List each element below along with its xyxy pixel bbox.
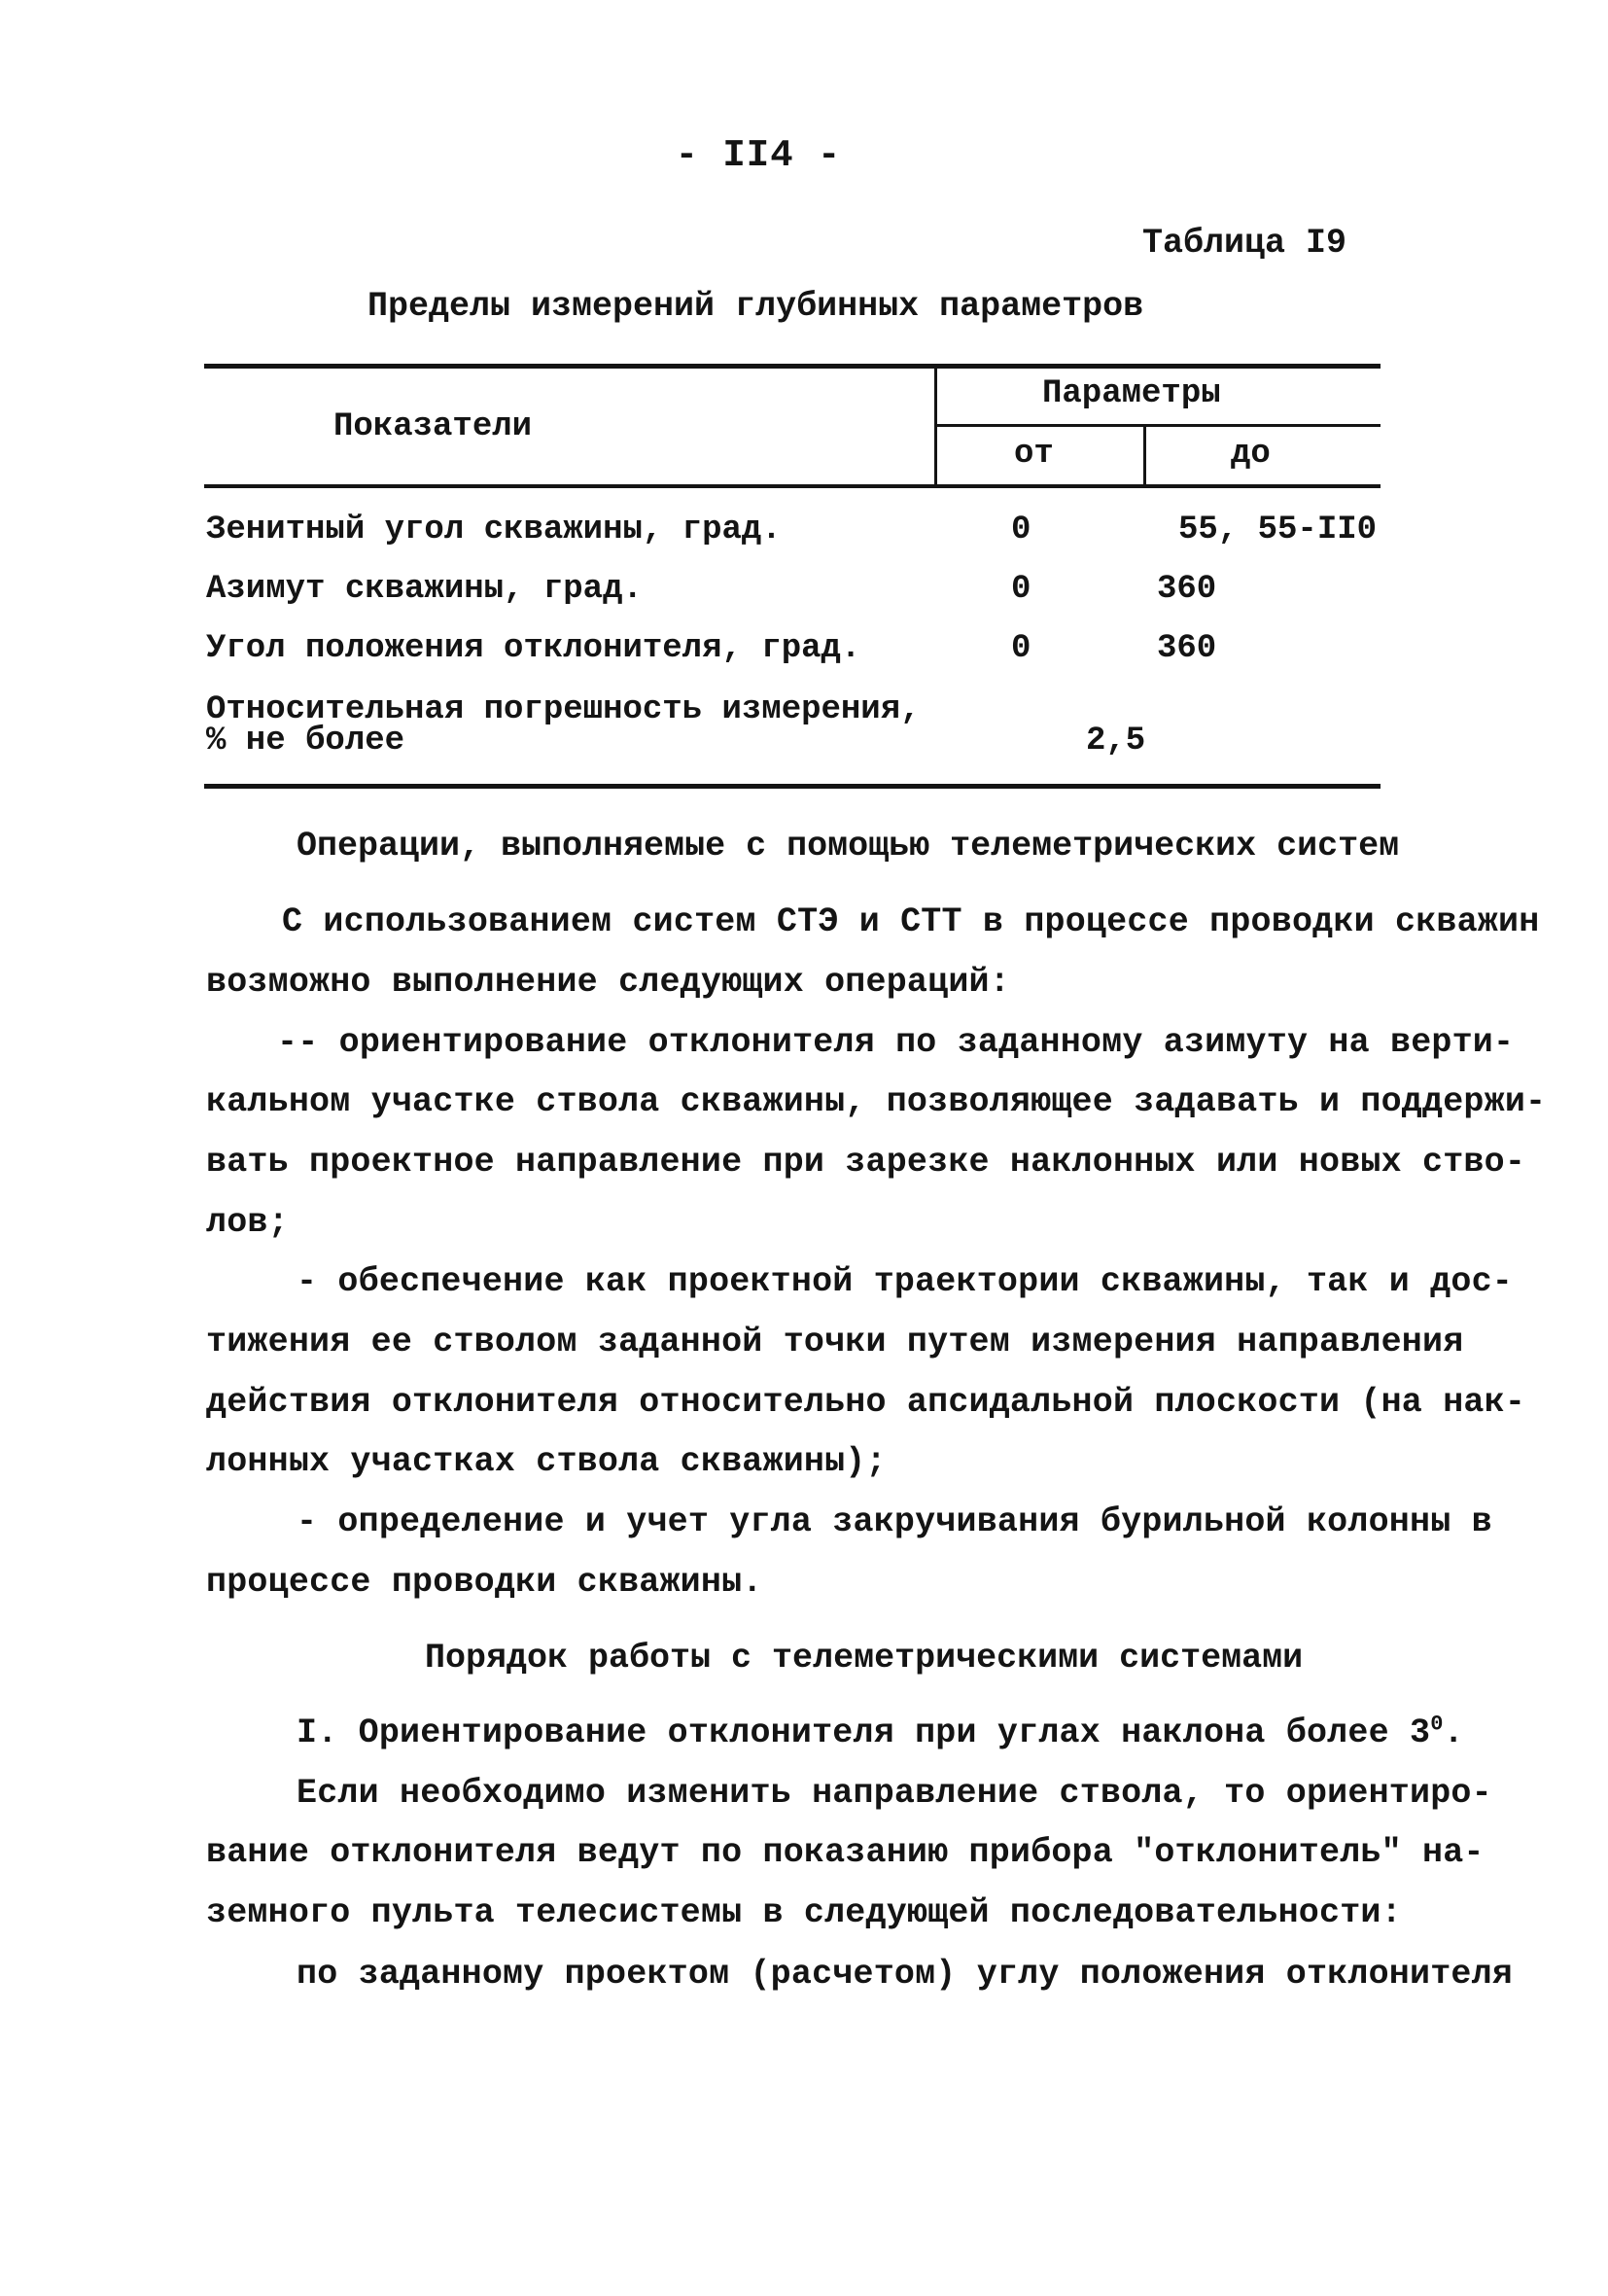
paragraph-line: - определение и учет угла закручивания бурильной колонны в bbox=[297, 1502, 1492, 1541]
row-zenith-label: Зенитный угол скважины, град. bbox=[206, 512, 782, 548]
section-heading-operations: Операции, выполняемые с помощью телеметрических систем bbox=[297, 827, 1400, 865]
header-indicators: Показатели bbox=[333, 408, 533, 445]
paragraph-line: вание отклонителя ведут по показанию прибора "отклонитель" на- bbox=[206, 1833, 1485, 1872]
table-subheader-rule bbox=[935, 424, 1381, 427]
paragraph-line: вать проектное направление при зарезке наклонных или новых ство- bbox=[206, 1143, 1526, 1182]
paragraph-line: действия отклонителя относительно апсидальной плоскости (на нак- bbox=[206, 1383, 1526, 1422]
numbered-item-1-end: . bbox=[1443, 1713, 1464, 1752]
paragraph-line: -- ориентирование отклонителя по заданному азимуту на верти- bbox=[277, 1023, 1515, 1062]
table-header-divider-vertical bbox=[934, 368, 937, 486]
row-error-value: 2,5 bbox=[1086, 723, 1146, 759]
paragraph-line: процессе проводки скважины. bbox=[206, 1563, 763, 1602]
row-azimuth-from: 0 bbox=[1011, 571, 1031, 608]
numbered-item-1 bbox=[297, 1713, 1464, 1752]
paragraph-line: С использованием систем СТЭ и СТТ в процессе проводки скважин bbox=[282, 902, 1540, 941]
table-caption: Пределы измерений глубинных параметров bbox=[367, 287, 1144, 326]
page-number: - II4 - bbox=[675, 134, 842, 177]
paragraph-line: Если необходимо изменить направление ствола, то ориентиро- bbox=[297, 1774, 1492, 1813]
paragraph-line: - обеспечение как проектной траектории скважины, так и дос- bbox=[297, 1262, 1514, 1301]
table-top-rule bbox=[204, 364, 1381, 369]
row-error-label-line2: % не более bbox=[206, 723, 405, 759]
row-deflector-angle-label: Угол положения отклонителя, град. bbox=[206, 630, 861, 667]
paragraph-line: кальном участке ствола скважины, позволяющее задавать и поддержи- bbox=[206, 1082, 1547, 1121]
row-error-label-line1: Относительная погрешность измерения, bbox=[206, 691, 921, 728]
table-subheader-divider-vertical bbox=[1143, 425, 1146, 486]
paragraph-line: лов; bbox=[206, 1203, 289, 1242]
row-deflector-angle-from: 0 bbox=[1011, 630, 1031, 667]
table-label: Таблица I9 bbox=[1142, 224, 1347, 263]
table-bottom-rule bbox=[204, 784, 1381, 789]
paragraph-line: тижения ее стволом заданной точки путем измерения направления bbox=[206, 1323, 1464, 1361]
table-header-bottom-rule bbox=[204, 484, 1381, 488]
row-zenith-from: 0 bbox=[1011, 512, 1031, 548]
row-zenith-to: 55, 55-II0 bbox=[1178, 512, 1378, 548]
paragraph-line: по заданному проектом (расчетом) углу положения отклонителя bbox=[297, 1955, 1514, 1994]
paragraph-line: земного пульта телесистемы в следующей последовательности: bbox=[206, 1893, 1402, 1932]
row-azimuth-label: Азимут скважины, град. bbox=[206, 571, 643, 608]
row-deflector-angle-to: 360 bbox=[1157, 630, 1217, 667]
degree-superscript: 0 bbox=[1430, 1712, 1444, 1737]
paragraph-line: возможно выполнение следующих операций: bbox=[206, 963, 1010, 1002]
header-to: до bbox=[1231, 436, 1271, 473]
header-parameters: Параметры bbox=[1042, 375, 1221, 412]
numbered-item-1-text: I. Ориентирование отклонителя при углах наклона более 3 bbox=[297, 1713, 1431, 1752]
row-azimuth-to: 360 bbox=[1157, 571, 1217, 608]
header-from: от bbox=[1014, 436, 1054, 473]
paragraph-line: лонных участках ствола скважины); bbox=[206, 1442, 887, 1481]
section-heading-procedure: Порядок работы с телеметрическими системами bbox=[425, 1639, 1304, 1678]
